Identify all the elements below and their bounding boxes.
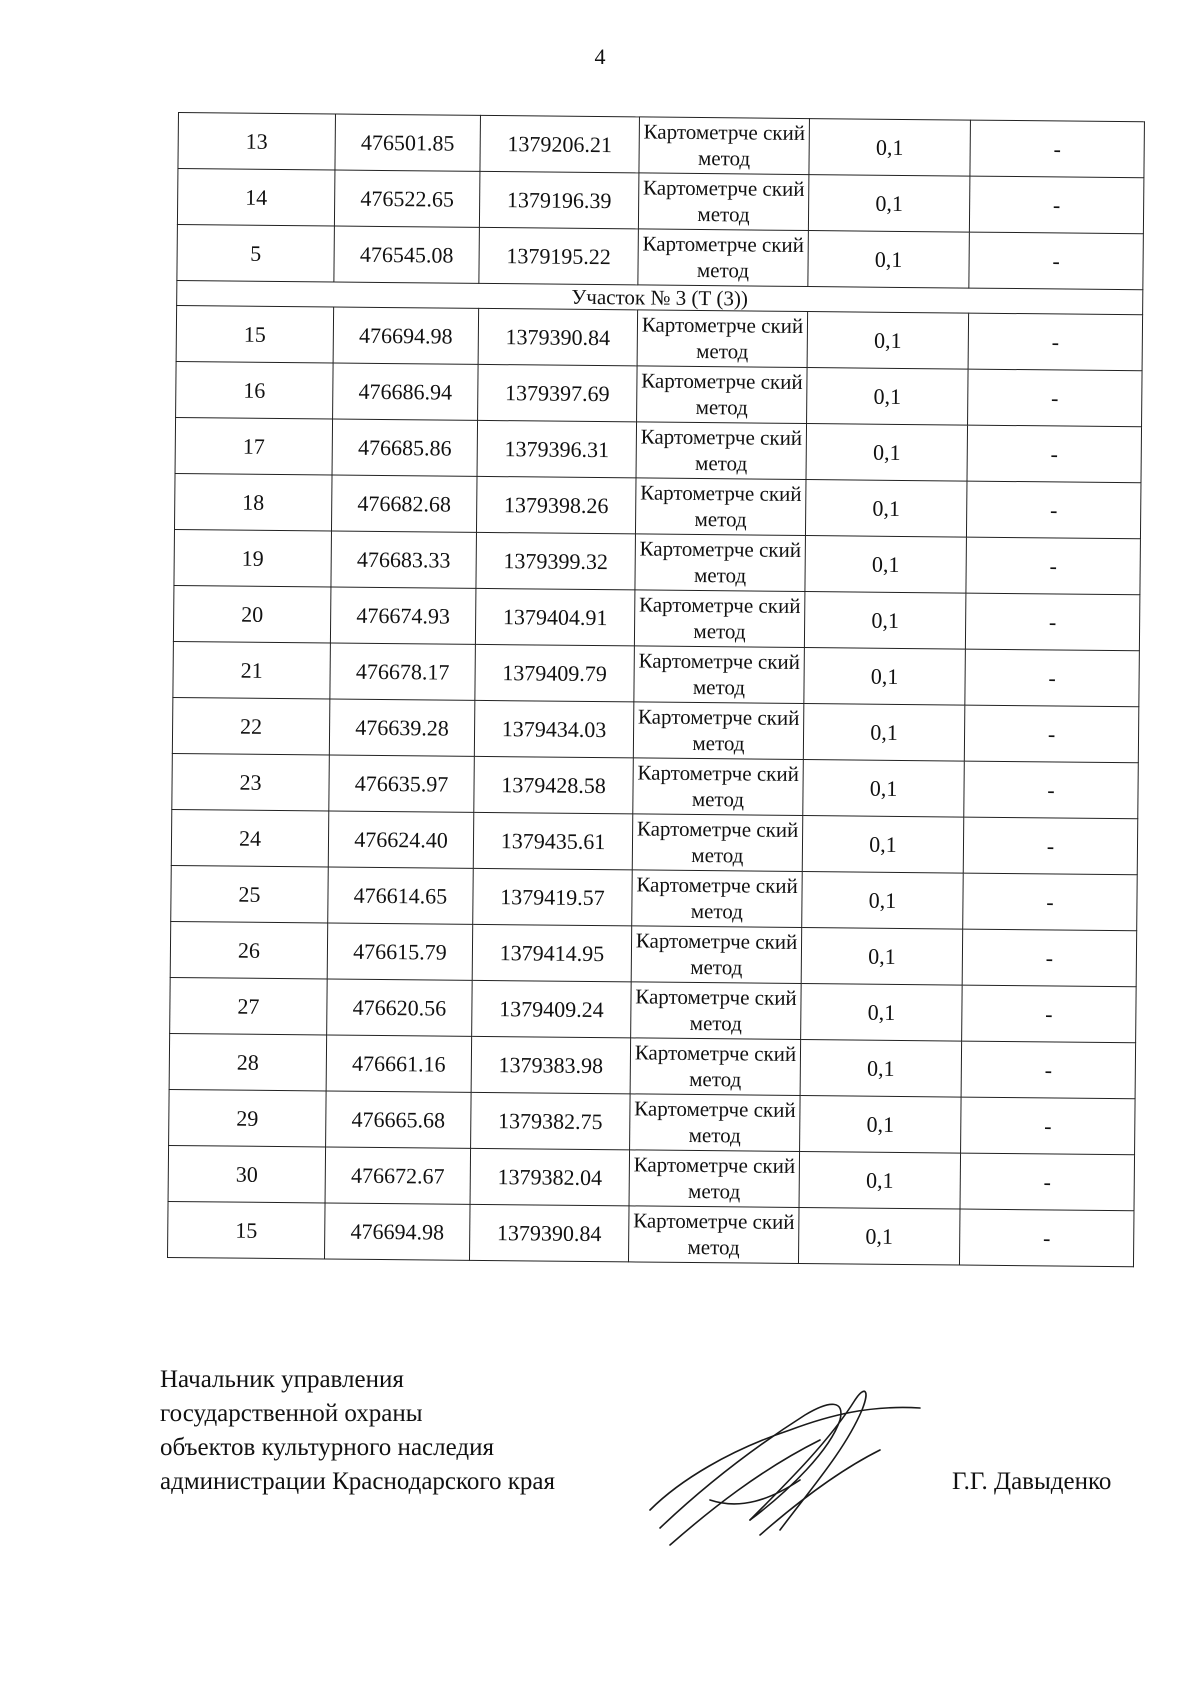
y-coordinate-cell: 1379206.21 bbox=[480, 115, 640, 173]
accuracy-cell: 0,1 bbox=[803, 704, 965, 762]
signatory-title-line: объектов культурного наследия bbox=[160, 1434, 494, 1461]
y-coordinate-cell: 1379419.57 bbox=[473, 869, 633, 927]
method-cell: Картометрче ский метод bbox=[635, 478, 806, 536]
section-label: Участок № 3 (Т (3)) bbox=[177, 280, 1143, 314]
note-cell: - bbox=[968, 369, 1143, 427]
point-number-cell: 15 bbox=[176, 306, 334, 364]
method-cell: Картометрче ский метод bbox=[630, 1038, 801, 1096]
y-coordinate-cell: 1379396.31 bbox=[477, 421, 637, 479]
point-number-cell: 26 bbox=[170, 922, 328, 980]
y-coordinate-cell: 1379409.24 bbox=[472, 981, 632, 1039]
method-cell: Картометрче ский метод bbox=[628, 1206, 799, 1264]
point-number-cell: 25 bbox=[171, 866, 329, 924]
note-cell: - bbox=[970, 120, 1145, 178]
method-cell: Картометрче ский метод bbox=[630, 1094, 801, 1152]
method-cell: Картометрче ский метод bbox=[633, 702, 804, 760]
x-coordinate-cell: 476665.68 bbox=[326, 1091, 472, 1148]
point-number-cell: 19 bbox=[174, 530, 332, 588]
accuracy-cell: 0,1 bbox=[802, 816, 964, 874]
x-coordinate-cell: 476615.79 bbox=[327, 923, 473, 980]
signatory-title-line: Начальник управления bbox=[160, 1366, 404, 1393]
method-cell: Картометрче ский метод bbox=[637, 310, 808, 368]
point-number-cell: 23 bbox=[172, 754, 330, 812]
method-cell: Картометрче ский метод bbox=[639, 117, 810, 175]
table-row bbox=[174, 530, 1140, 595]
note-cell: - bbox=[962, 985, 1137, 1043]
handwritten-signature bbox=[640, 1360, 930, 1560]
y-coordinate-cell: 1379404.91 bbox=[475, 589, 635, 647]
table-row bbox=[168, 1202, 1134, 1267]
y-coordinate-cell: 1379428.58 bbox=[474, 757, 634, 815]
signer-name: Г.Г. Давыденко bbox=[952, 1468, 1112, 1495]
x-coordinate-cell: 476624.40 bbox=[328, 811, 474, 868]
method-cell: Картометрче ский метод bbox=[631, 982, 802, 1040]
x-coordinate-cell: 476661.16 bbox=[326, 1035, 472, 1092]
coordinates-table bbox=[167, 112, 1145, 1267]
point-number-cell: 5 bbox=[177, 224, 335, 282]
accuracy-cell: 0,1 bbox=[804, 592, 966, 650]
table-row bbox=[176, 362, 1142, 427]
table-row bbox=[178, 113, 1144, 178]
point-number-cell: 24 bbox=[171, 810, 329, 868]
note-cell: - bbox=[969, 176, 1144, 234]
table-row bbox=[171, 866, 1137, 931]
point-number-cell: 21 bbox=[173, 642, 331, 700]
table-row bbox=[173, 642, 1139, 707]
table-row bbox=[172, 754, 1138, 819]
accuracy-cell: 0,1 bbox=[804, 648, 966, 706]
accuracy-cell: 0,1 bbox=[808, 231, 970, 289]
method-cell: Картометрче ский метод bbox=[632, 814, 803, 872]
method-cell: Картометрче ский метод bbox=[632, 870, 803, 928]
point-number-cell: 22 bbox=[172, 698, 330, 756]
point-number-cell: 18 bbox=[174, 474, 332, 532]
table-row bbox=[168, 1146, 1134, 1211]
method-cell: Картометрче ский метод bbox=[629, 1150, 800, 1208]
point-number-cell: 17 bbox=[175, 418, 333, 476]
accuracy-cell: 0,1 bbox=[807, 312, 969, 370]
x-coordinate-cell: 476694.98 bbox=[333, 307, 479, 364]
y-coordinate-cell: 1379382.75 bbox=[471, 1092, 631, 1150]
x-coordinate-cell: 476682.68 bbox=[331, 475, 477, 532]
accuracy-cell: 0,1 bbox=[799, 1152, 961, 1210]
y-coordinate-cell: 1379383.98 bbox=[471, 1037, 631, 1095]
table-row bbox=[177, 169, 1143, 234]
accuracy-cell: 0,1 bbox=[798, 1208, 960, 1266]
table-row bbox=[171, 810, 1137, 875]
point-number-cell: 13 bbox=[178, 113, 336, 171]
note-cell: - bbox=[963, 873, 1138, 931]
point-number-cell: 28 bbox=[169, 1034, 327, 1092]
accuracy-cell: 0,1 bbox=[800, 1040, 962, 1098]
table-row bbox=[177, 224, 1143, 289]
accuracy-cell: 0,1 bbox=[805, 536, 967, 594]
note-cell: - bbox=[966, 537, 1141, 595]
point-number-cell: 15 bbox=[168, 1202, 326, 1260]
y-coordinate-cell: 1379390.84 bbox=[469, 1204, 629, 1262]
accuracy-cell: 0,1 bbox=[809, 119, 971, 177]
note-cell: - bbox=[959, 1209, 1134, 1267]
note-cell: - bbox=[962, 929, 1137, 987]
table-row bbox=[170, 978, 1136, 1043]
accuracy-cell: 0,1 bbox=[801, 928, 963, 986]
note-cell: - bbox=[964, 761, 1139, 819]
note-cell: - bbox=[965, 649, 1140, 707]
x-coordinate-cell: 476545.08 bbox=[334, 226, 480, 283]
note-cell: - bbox=[960, 1153, 1135, 1211]
note-cell: - bbox=[966, 481, 1141, 539]
signatory-title-line: государственной охраны bbox=[160, 1400, 423, 1427]
accuracy-cell: 0,1 bbox=[800, 1096, 962, 1154]
method-cell: Картометрче ский метод bbox=[637, 366, 808, 424]
y-coordinate-cell: 1379382.04 bbox=[470, 1148, 630, 1206]
method-cell: Картометрче ский метод bbox=[635, 534, 806, 592]
x-coordinate-cell: 476639.28 bbox=[329, 699, 475, 756]
table-row bbox=[175, 418, 1141, 483]
accuracy-cell: 0,1 bbox=[807, 368, 969, 426]
x-coordinate-cell: 476620.56 bbox=[327, 979, 473, 1036]
method-cell: Картометрче ский метод bbox=[634, 646, 805, 704]
note-cell: - bbox=[969, 232, 1144, 290]
method-cell: Картометрче ский метод bbox=[634, 590, 805, 648]
table-row bbox=[173, 586, 1139, 651]
y-coordinate-cell: 1379195.22 bbox=[479, 227, 639, 285]
y-coordinate-cell: 1379398.26 bbox=[476, 477, 636, 535]
y-coordinate-cell: 1379409.79 bbox=[475, 645, 635, 703]
x-coordinate-cell: 476522.65 bbox=[334, 170, 480, 227]
method-cell: Картометрче ский метод bbox=[636, 422, 807, 480]
point-number-cell: 29 bbox=[169, 1090, 327, 1148]
y-coordinate-cell: 1379196.39 bbox=[479, 171, 639, 229]
x-coordinate-cell: 476614.65 bbox=[328, 867, 474, 924]
y-coordinate-cell: 1379414.95 bbox=[472, 925, 632, 983]
signatory-title bbox=[160, 1363, 555, 1499]
note-cell: - bbox=[965, 593, 1140, 651]
page-number: 4 bbox=[594, 44, 606, 69]
table-row bbox=[174, 474, 1140, 539]
x-coordinate-cell: 476501.85 bbox=[335, 114, 481, 171]
method-cell: Картометрче ский метод bbox=[631, 926, 802, 984]
y-coordinate-cell: 1379399.32 bbox=[476, 533, 636, 591]
y-coordinate-cell: 1379390.84 bbox=[478, 309, 638, 367]
accuracy-cell: 0,1 bbox=[805, 480, 967, 538]
accuracy-cell: 0,1 bbox=[803, 760, 965, 818]
x-coordinate-cell: 476683.33 bbox=[331, 531, 477, 588]
note-cell: - bbox=[963, 817, 1138, 875]
y-coordinate-cell: 1379435.61 bbox=[473, 813, 633, 871]
x-coordinate-cell: 476678.17 bbox=[330, 643, 476, 700]
x-coordinate-cell: 476672.67 bbox=[325, 1147, 471, 1204]
x-coordinate-cell: 476635.97 bbox=[329, 755, 475, 812]
note-cell: - bbox=[968, 313, 1143, 371]
y-coordinate-cell: 1379397.69 bbox=[478, 365, 638, 423]
method-cell: Картометрче ский метод bbox=[638, 229, 809, 287]
accuracy-cell: 0,1 bbox=[808, 175, 970, 233]
method-cell: Картометрче ский метод bbox=[633, 758, 804, 816]
signatory-title-line: администрации Краснодарского края bbox=[160, 1468, 556, 1495]
x-coordinate-cell: 476685.86 bbox=[332, 419, 478, 476]
table-row bbox=[172, 698, 1138, 763]
note-cell: - bbox=[964, 705, 1139, 763]
x-coordinate-cell: 476686.94 bbox=[333, 363, 479, 420]
y-coordinate-cell: 1379434.03 bbox=[474, 701, 634, 759]
accuracy-cell: 0,1 bbox=[806, 424, 968, 482]
table-row bbox=[169, 1034, 1135, 1099]
table-row bbox=[176, 306, 1142, 371]
method-cell: Картометрче ский метод bbox=[638, 173, 809, 231]
point-number-cell: 30 bbox=[168, 1146, 326, 1204]
point-number-cell: 20 bbox=[173, 586, 331, 644]
note-cell: - bbox=[967, 425, 1142, 483]
x-coordinate-cell: 476694.98 bbox=[324, 1203, 470, 1260]
x-coordinate-cell: 476674.93 bbox=[330, 587, 476, 644]
table-row bbox=[169, 1090, 1135, 1155]
accuracy-cell: 0,1 bbox=[802, 872, 964, 930]
table-row bbox=[170, 922, 1136, 987]
point-number-cell: 27 bbox=[170, 978, 328, 1036]
accuracy-cell: 0,1 bbox=[801, 984, 963, 1042]
point-number-cell: 16 bbox=[176, 362, 334, 420]
note-cell: - bbox=[961, 1097, 1136, 1155]
point-number-cell: 14 bbox=[177, 169, 335, 227]
note-cell: - bbox=[961, 1041, 1136, 1099]
